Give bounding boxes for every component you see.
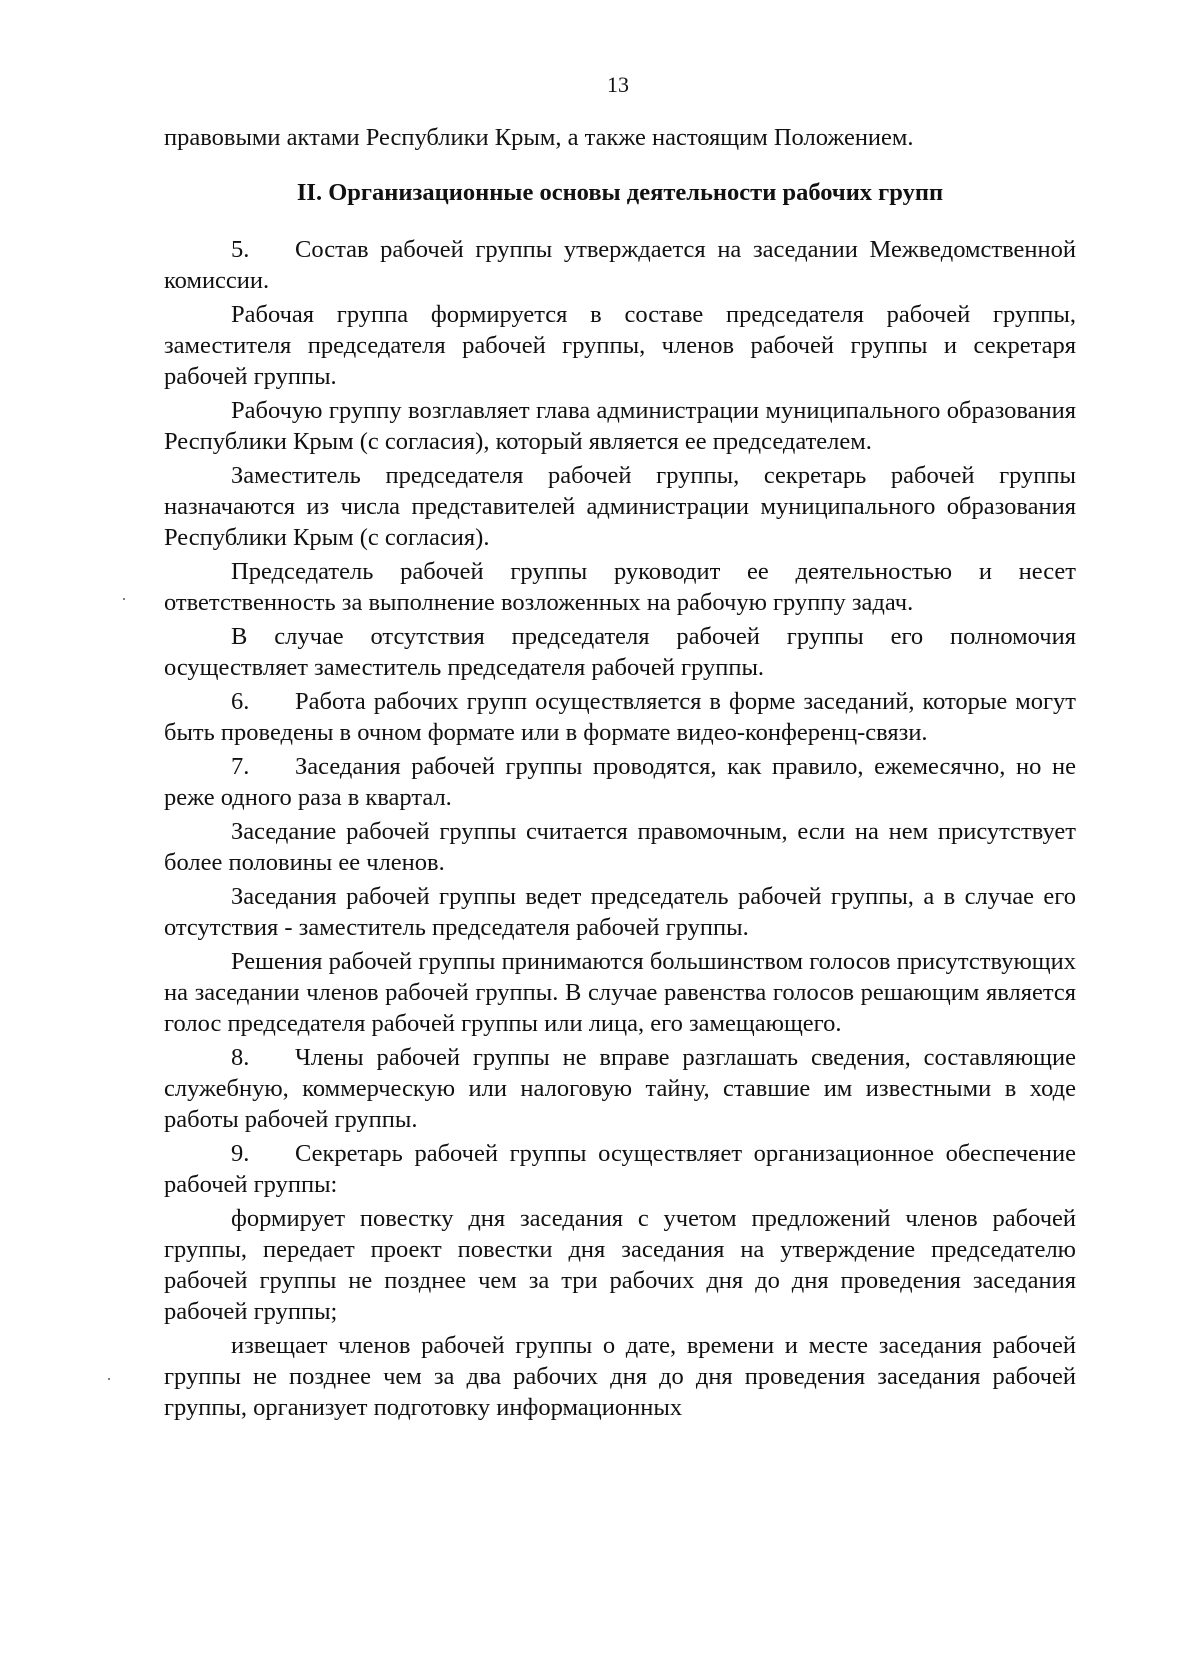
page-number: 13	[607, 72, 629, 97]
paragraph	[164, 556, 1076, 618]
paragraph-text: извещает членов рабочей группы о дате, времени и месте заседания рабочей группы не позднее чем за два рабочих дня до дня проведения заседания рабочей группы, организует подготовку информационных	[164, 1332, 1076, 1421]
paragraph-text: Решения рабочей группы принимаются большинством голосов присутствующих на заседании членов рабочей группы. В случае равенства голосов решающим является голос председателя рабочей группы или лица, его замещающего.	[164, 948, 1076, 1037]
paragraph-text: Работа рабочих групп осуществляется в форме заседаний, которые могут быть проведены в очном формате или в формате видео-конференц-связи.	[164, 688, 1076, 746]
paragraph	[164, 686, 1076, 748]
paragraph-text: формирует повестку дня заседания с учетом предложений членов рабочей группы, передает проект повестки дня заседания на утверждение председателю рабочей группы не позднее чем за три рабочих дня до дня проведения заседания рабочей группы;	[164, 1205, 1076, 1325]
paragraph-text: Заседание рабочей группы считается правомочным, если на нем присутствует более половины ее членов.	[164, 818, 1076, 876]
lead-text: правовыми актами Республики Крым, а также настоящим Положением.	[164, 124, 914, 151]
paragraph	[164, 299, 1076, 392]
paragraph	[164, 816, 1076, 878]
paragraph-text: Рабочую группу возглавляет глава администрации муниципального образования Республики Крым (с согласия), который является ее председателем.	[164, 397, 1076, 455]
paragraph-number: 7.	[231, 753, 250, 780]
paragraph	[164, 751, 1076, 813]
paragraph-text: Заседания рабочей группы ведет председатель рабочей группы, а в случае его отсутствия - заместитель председателя рабочей группы.	[164, 883, 1076, 941]
paragraph	[164, 395, 1076, 457]
paragraph-text: В случае отсутствия председателя рабочей группы его полномочия осуществляет заместитель председателя рабочей группы.	[164, 623, 1076, 681]
section-heading: II. Организационные основы деятельности рабочих групп	[296, 179, 944, 206]
paragraph-text: Состав рабочей группы утверждается на заседании Межведомственной комиссии.	[164, 236, 1076, 294]
scan-speck	[123, 598, 125, 600]
paragraph-number: 8.	[231, 1044, 250, 1071]
paragraph-text: Заседания рабочей группы проводятся, как правило, ежемесячно, но не реже одного раза в квартал.	[164, 753, 1076, 811]
paragraph-number: 9.	[231, 1140, 250, 1167]
paragraph-number: 6.	[231, 688, 250, 715]
paragraph	[164, 881, 1076, 943]
paragraph	[164, 1138, 1076, 1200]
paragraph-text: Заместитель председателя рабочей группы, секретарь рабочей группы назначаются из числа представителей администрации муниципального образования Республики Крым (с согласия).	[164, 462, 1076, 551]
paragraph	[164, 946, 1076, 1039]
document-body	[164, 122, 1076, 1426]
paragraph	[164, 1042, 1076, 1135]
scan-speck	[108, 1378, 110, 1380]
paragraph-text: Председатель рабочей группы руководит ее деятельностью и несет ответственность за выполнение возложенных на рабочую группу задач.	[164, 558, 1076, 616]
paragraph	[164, 1330, 1076, 1423]
paragraph-text: Секретарь рабочей группы осуществляет организационное обеспечение рабочей группы:	[164, 1140, 1076, 1198]
paragraph	[164, 460, 1076, 553]
paragraph-text: Рабочая группа формируется в составе председателя рабочей группы, заместителя председателя рабочей группы, членов рабочей группы и секретаря рабочей группы.	[164, 301, 1076, 390]
paragraph	[164, 1203, 1076, 1327]
paragraph-text: Члены рабочей группы не вправе разглашать сведения, составляющие служебную, коммерческую или налоговую тайну, ставшие им известными в ходе работы рабочей группы.	[164, 1044, 1076, 1133]
paragraph	[164, 621, 1076, 683]
paragraph-number: 5.	[231, 236, 250, 263]
paragraph	[164, 234, 1076, 296]
